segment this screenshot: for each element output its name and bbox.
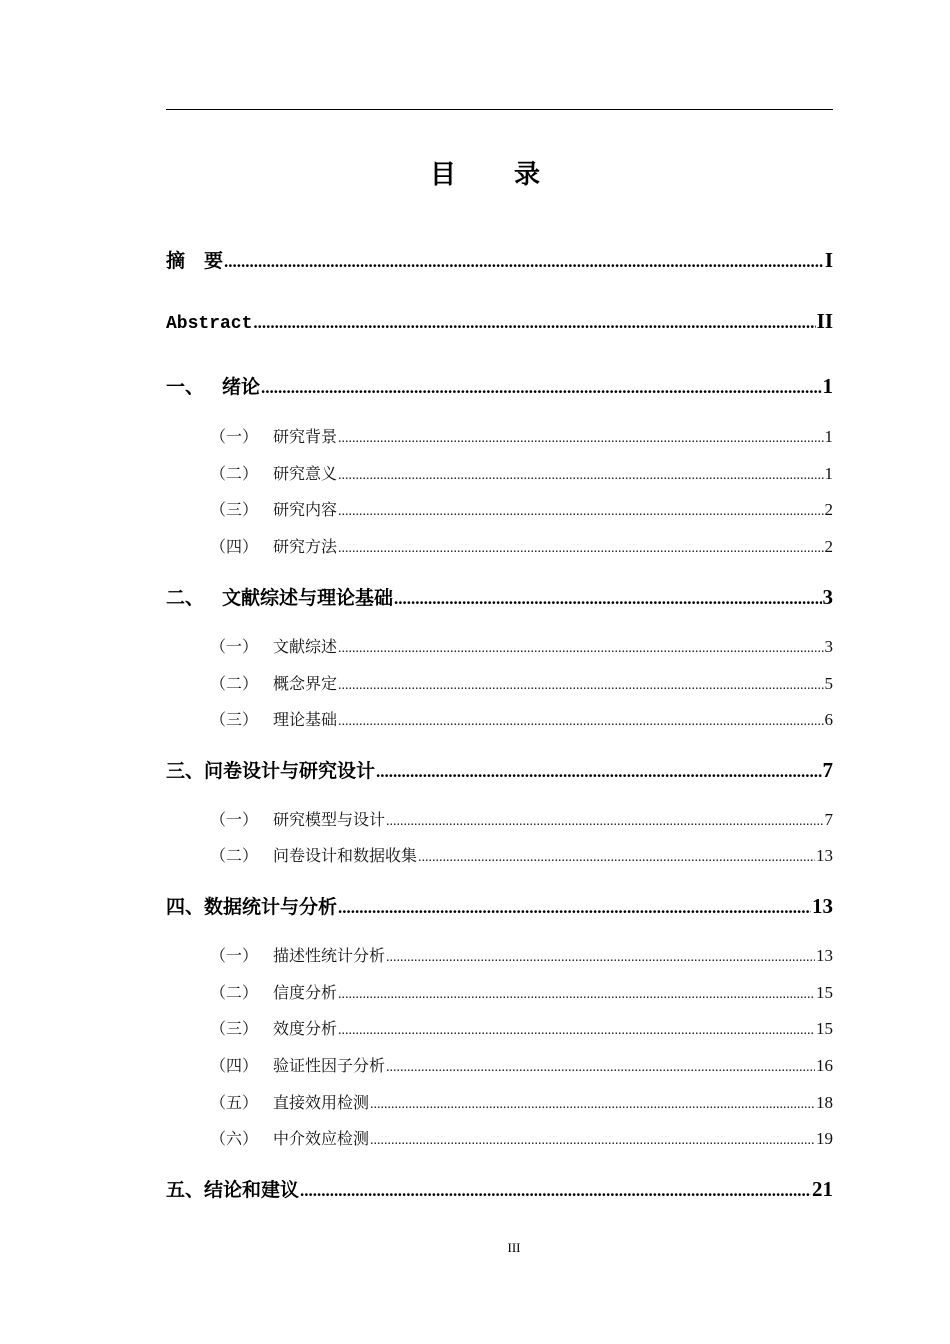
- toc-entry-section[interactable]: [210, 1126, 833, 1150]
- toc-entry-page: 16: [816, 1056, 833, 1075]
- toc-leader-dots: [338, 504, 823, 520]
- toc-entry-number: （二）: [210, 674, 259, 693]
- toc-leader-dots: [418, 850, 815, 866]
- toc-leader-dots: [338, 541, 823, 557]
- toc-entry-page: 7: [824, 810, 833, 829]
- toc-entry-section[interactable]: [210, 497, 833, 521]
- toc-entry-section[interactable]: [210, 534, 833, 558]
- toc-entry-title: 理论基础: [273, 710, 338, 729]
- toc-entry-number: （三）: [210, 1019, 259, 1038]
- toc-entry-chapter[interactable]: [166, 583, 833, 611]
- toc-entry-number: （一）: [210, 946, 259, 965]
- toc-entry-title: 问卷设计和数据收集: [273, 846, 418, 865]
- toc-entry-title: 问卷设计与研究设计: [204, 760, 376, 782]
- toc-entry-title: 信度分析: [273, 983, 338, 1002]
- toc-entry-title: 中介效应检测: [273, 1129, 370, 1148]
- toc-entry-title: 研究方法: [273, 537, 338, 556]
- toc-entry-title: 研究背景: [273, 427, 338, 446]
- toc-entry-title: 摘 要: [166, 250, 224, 272]
- toc-leader-dots: [253, 313, 815, 333]
- toc-entry-page: 7: [822, 758, 833, 782]
- toc-entry-page: 3: [824, 637, 833, 656]
- toc-entry-page: 6: [824, 710, 833, 729]
- toc-leader-dots: [394, 589, 821, 609]
- toc-entry-number: （二）: [210, 846, 259, 865]
- toc-entry-page: 13: [816, 846, 833, 865]
- toc-entry-page: 2: [824, 537, 833, 556]
- toc-entry-page: 15: [816, 1019, 833, 1038]
- toc-entry-section[interactable]: [210, 461, 833, 485]
- toc-entry-section[interactable]: [210, 807, 833, 831]
- toc-leader-dots: [338, 641, 823, 657]
- toc-entry-number: （三）: [210, 500, 259, 519]
- toc-entry-section[interactable]: [210, 634, 833, 658]
- toc-entry-number: （一）: [210, 810, 259, 829]
- toc-entry-page: 1: [822, 374, 833, 398]
- toc-entry-chapter[interactable]: [166, 892, 833, 920]
- toc-leader-dots: [224, 252, 824, 272]
- toc-entry-number: （五）: [210, 1093, 259, 1112]
- toc-entry-title: 效度分析: [273, 1019, 338, 1038]
- toc-entry-section[interactable]: [210, 1090, 833, 1114]
- toc-entry-page: 13: [812, 894, 833, 918]
- toc-leader-dots: [338, 1023, 815, 1039]
- toc-entry-number: （二）: [210, 464, 259, 483]
- toc-entry-number: 四、: [166, 896, 205, 918]
- toc-entry-page: 1: [824, 427, 833, 446]
- toc-leader-dots: [370, 1133, 815, 1149]
- toc-entry-chapter[interactable]: [166, 756, 833, 784]
- toc-entry-chapter[interactable]: [166, 372, 833, 400]
- toc-entry-title: 研究内容: [273, 500, 338, 519]
- toc-entry-title: 研究意义: [273, 464, 338, 483]
- toc-entry-section[interactable]: [210, 843, 833, 867]
- toc-entry-page: I: [824, 248, 833, 272]
- toc-entry-page: 15: [816, 983, 833, 1002]
- toc-entry-page: 2: [824, 500, 833, 519]
- toc-entry-number: （一）: [210, 637, 259, 656]
- toc-entry-number: 三、: [166, 760, 205, 782]
- toc-entry-chapter[interactable]: [166, 309, 833, 337]
- toc-leader-dots: [386, 950, 815, 966]
- toc-entry-section[interactable]: [210, 943, 833, 967]
- toc-entry-number: （三）: [210, 710, 259, 729]
- toc-entry-page: II: [816, 309, 833, 333]
- toc-entry-section[interactable]: [210, 424, 833, 448]
- toc-leader-dots: [386, 814, 823, 830]
- toc-entry-title: 结论和建议: [204, 1179, 300, 1201]
- toc-title: 目 录: [429, 160, 556, 190]
- toc-entry-section[interactable]: [210, 671, 833, 695]
- toc-entry-number: （四）: [210, 537, 259, 556]
- toc-entry-title: 描述性统计分析: [273, 946, 386, 965]
- toc-entry-chapter[interactable]: [166, 246, 833, 274]
- toc-leader-dots: [300, 1181, 811, 1201]
- header-rule: [166, 109, 833, 110]
- toc-leader-dots: [338, 898, 811, 918]
- toc-entry-chapter[interactable]: [166, 1175, 833, 1203]
- toc-entry-number: 一、: [166, 376, 205, 398]
- toc-entry-title: 文献综述: [273, 637, 338, 656]
- toc-entry-title: Abstract: [166, 314, 253, 334]
- toc-leader-dots: [370, 1097, 815, 1113]
- toc-entry-number: （二）: [210, 983, 259, 1002]
- toc-entry-title: 研究模型与设计: [273, 810, 386, 829]
- toc-entry-title: 文献综述与理论基础: [222, 587, 394, 609]
- toc-entry-title: 验证性因子分析: [273, 1056, 386, 1075]
- toc-entry-section[interactable]: [210, 1053, 833, 1077]
- toc-entry-page: 1: [824, 464, 833, 483]
- toc-entry-page: 13: [816, 946, 833, 965]
- toc-leader-dots: [338, 431, 823, 447]
- toc-entry-title: 概念界定: [273, 674, 338, 693]
- toc-leader-dots: [338, 468, 823, 484]
- toc-entry-title: 直接效用检测: [273, 1093, 370, 1112]
- toc-entry-number: 五、: [166, 1179, 205, 1201]
- toc-entry-number: （六）: [210, 1129, 259, 1148]
- toc-entry-page: 21: [812, 1177, 833, 1201]
- toc-leader-dots: [338, 714, 823, 730]
- toc-leader-dots: [338, 678, 823, 694]
- toc-entry-number: （四）: [210, 1056, 259, 1075]
- toc-entry-section[interactable]: [210, 1016, 833, 1040]
- toc-leader-dots: [376, 762, 821, 782]
- toc-entry-section[interactable]: [210, 707, 833, 731]
- toc-entry-page: 19: [816, 1129, 833, 1148]
- toc-entry-page: 5: [824, 674, 833, 693]
- toc-leader-dots: [386, 1060, 815, 1076]
- toc-leader-dots: [338, 987, 815, 1003]
- toc-entry-section[interactable]: [210, 980, 833, 1004]
- toc-entry-title: 数据统计与分析: [204, 896, 338, 918]
- page-number-footer: III: [507, 1240, 521, 1255]
- toc-entry-number: 二、: [166, 587, 205, 609]
- toc-entry-page: 3: [822, 585, 833, 609]
- toc-entry-page: 18: [816, 1093, 833, 1112]
- toc-entry-title: 绪论: [222, 376, 261, 398]
- toc-entry-number: （一）: [210, 427, 259, 446]
- toc-leader-dots: [261, 378, 821, 398]
